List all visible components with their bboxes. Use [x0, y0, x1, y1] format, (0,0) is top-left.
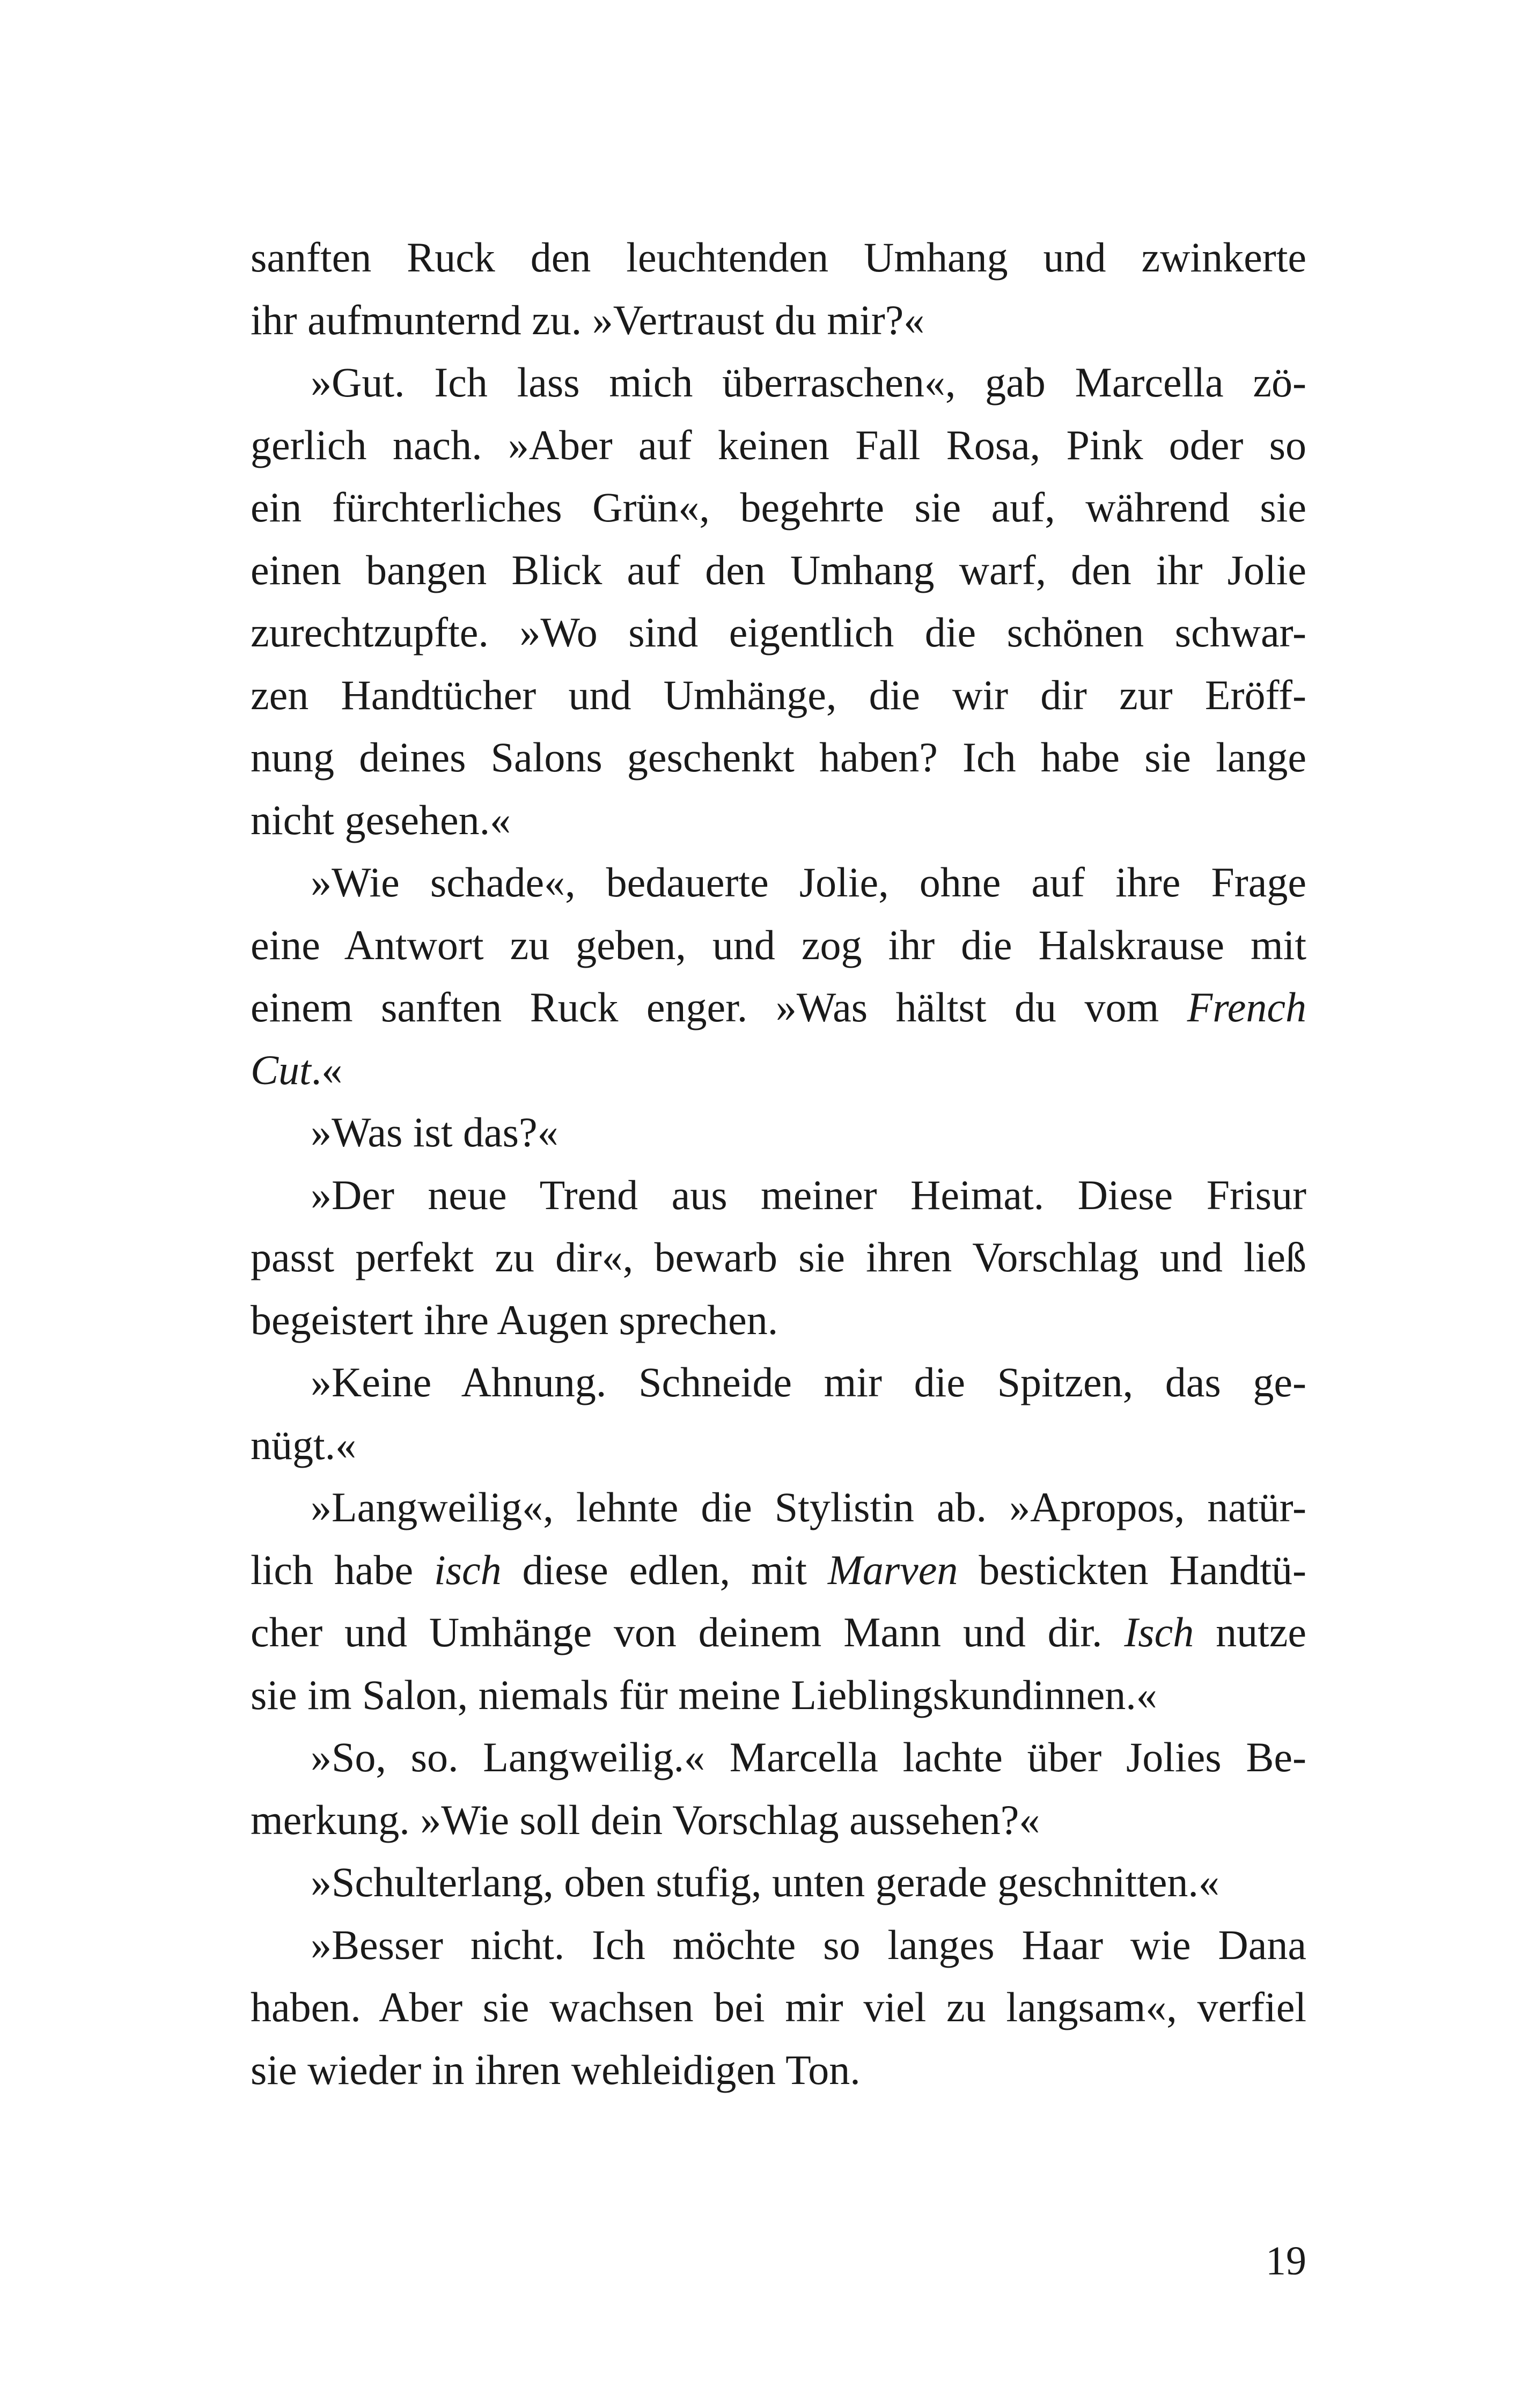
text-segment: »Besser nicht. Ich möchte so langes Haar wie Dana — [311, 1921, 1306, 1968]
text-line — [251, 1351, 1306, 1414]
text-segment: »Wie schade«, bedauerte Jolie, ohne auf ihre Frage — [311, 859, 1306, 905]
text-line — [251, 1476, 1306, 1539]
italic-text: French — [1187, 984, 1306, 1030]
text-line — [251, 726, 1306, 789]
text-segment: lich habe — [251, 1546, 434, 1593]
text-segment: merkung. »Wie soll dein Vorschlag aussehen?« — [251, 1796, 1040, 1843]
text-segment: »Keine Ahnung. Schneide mir die Spitzen, das ge- — [311, 1359, 1306, 1405]
text-line — [251, 476, 1306, 539]
text-line — [251, 1164, 1306, 1227]
text-line — [251, 1789, 1306, 1852]
text-segment: begeistert ihre Augen sprechen. — [251, 1296, 778, 1343]
text-segment: bestickten Handtü- — [958, 1546, 1307, 1593]
text-line — [251, 851, 1306, 914]
text-line — [251, 664, 1306, 727]
italic-text: Isch — [1124, 1609, 1194, 1655]
text-line — [251, 1039, 1306, 1102]
text-line — [251, 1414, 1306, 1477]
text-line — [251, 414, 1306, 477]
text-segment: .« — [311, 1046, 343, 1093]
text-segment: cher und Umhänge von deinem Mann und dir. — [251, 1609, 1125, 1655]
text-line — [251, 1851, 1306, 1914]
text-line — [251, 539, 1306, 602]
text-segment: nicht gesehen.« — [251, 796, 511, 843]
text-segment: eine Antwort zu geben, und zog ihr die Halskrause mit — [251, 921, 1306, 968]
italic-text: Cut — [251, 1046, 311, 1093]
text-segment: sie wieder in ihren wehleidigen Ton. — [251, 2046, 861, 2093]
text-segment: sie im Salon, niemals für meine Lieblingskundinnen.« — [251, 1671, 1157, 1718]
text-line — [251, 1664, 1306, 1727]
text-segment: gerlich nach. »Aber auf keinen Fall Rosa, Pink oder so — [251, 421, 1306, 468]
text-line — [251, 601, 1306, 664]
text-segment: zurechtzupfte. »Wo sind eigentlich die schönen schwar- — [251, 609, 1306, 656]
text-segment: »So, so. Langweilig.« Marcella lachte über Jolies Be- — [311, 1734, 1306, 1780]
text-line — [251, 1289, 1306, 1352]
text-segment: haben. Aber sie wachsen bei mir viel zu langsam«, verfiel — [251, 1984, 1306, 2030]
italic-text: isch — [433, 1546, 502, 1593]
text-segment: nügt.« — [251, 1421, 357, 1468]
text-line — [251, 789, 1306, 852]
text-segment: nung deines Salons geschenkt haben? Ich habe sie lange — [251, 734, 1306, 780]
text-segment: passt perfekt zu dir«, bewarb sie ihren Vorschlag und ließ — [251, 1234, 1306, 1280]
text-line — [251, 226, 1306, 289]
body-text — [251, 226, 1306, 2101]
text-line — [251, 289, 1306, 352]
text-line — [251, 976, 1306, 1039]
text-segment: einem sanften Ruck enger. »Was hältst du vom — [251, 984, 1187, 1030]
text-line — [251, 1601, 1306, 1664]
text-segment: ihr aufmunternd zu. »Vertraust du mir?« — [251, 296, 925, 343]
text-segment: einen bangen Blick auf den Umhang warf, den ihr Jolie — [251, 546, 1306, 593]
text-line — [251, 1914, 1306, 1977]
text-segment: sanften Ruck den leuchtenden Umhang und zwinkerte — [251, 234, 1306, 281]
text-segment: zen Handtücher und Umhänge, die wir dir zur Eröff- — [251, 671, 1306, 718]
text-segment: nutze — [1194, 1609, 1306, 1655]
text-segment: ein fürchterliches Grün«, begehrte sie auf, während sie — [251, 484, 1306, 531]
text-segment: »Der neue Trend aus meiner Heimat. Diese Frisur — [311, 1171, 1306, 1218]
text-line — [251, 1539, 1306, 1602]
text-line — [251, 1976, 1306, 2039]
text-line — [251, 2039, 1306, 2102]
text-line — [251, 1226, 1306, 1289]
text-line — [251, 1101, 1306, 1164]
italic-text: Marven — [827, 1546, 958, 1593]
text-line — [251, 914, 1306, 977]
text-segment: »Was ist das?« — [311, 1109, 559, 1155]
text-line — [251, 1726, 1306, 1789]
text-segment: »Langweilig«, lehnte die Stylistin ab. »Apropos, natür- — [311, 1484, 1306, 1530]
text-segment: »Schulterlang, oben stufig, unten gerade geschnitten.« — [311, 1859, 1219, 1905]
page-number: 19 — [1266, 2238, 1306, 2284]
text-segment: »Gut. Ich lass mich überraschen«, gab Marcella zö- — [311, 359, 1306, 406]
text-segment: diese edlen, mit — [501, 1546, 828, 1593]
text-line — [251, 351, 1306, 414]
